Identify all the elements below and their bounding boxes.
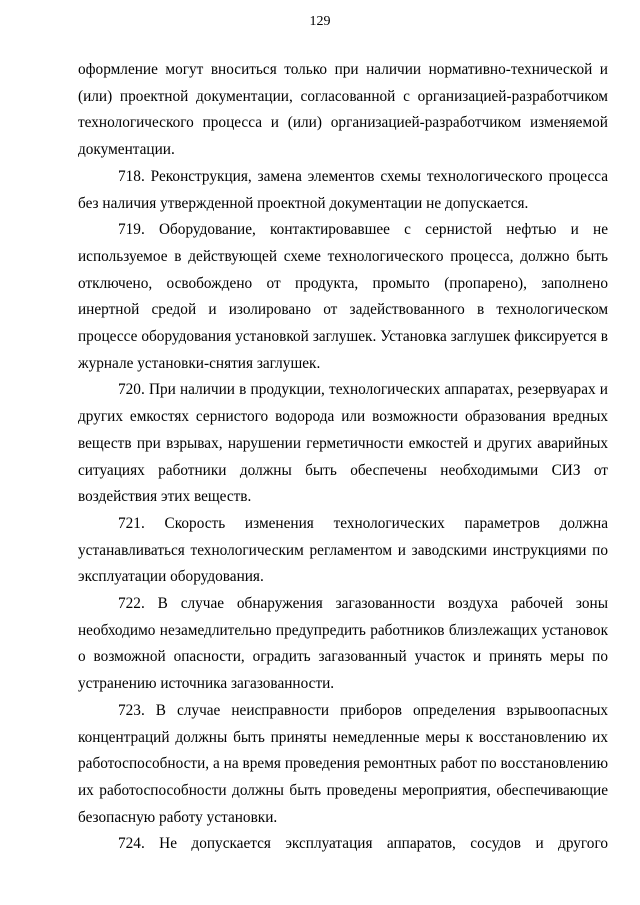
page-number: 129: [309, 14, 331, 29]
paragraph-722: 722. В случае обнаружения загазованности воздуха рабочей зоны необходимо незамедлительно предупредить работников близлежащих установок о возможной опасности, оградить загазованный участок и принять меры по устранению источника загазованности.: [78, 595, 608, 693]
paragraph-719: 719. Оборудование, контактировавшее с сернистой нефтью и не используемое в действующей схеме технологического процесса, должно быть отключено, освобождено от продукта, промыто (пропарено), заполнено инертной средой и изолировано от задействованного в технологическом процессе оборудования установкой заглушек. Установка заглушек фиксируется в журнале установки-снятия заглушек.: [78, 221, 608, 372]
paragraph-718: 718. Реконструкция, замена элементов схемы технологического процесса без наличия утвержденной проектной документации не допускается.: [78, 167, 608, 212]
body-text: [78, 57, 608, 858]
paragraph-724: 724. Не допускается эксплуатация аппаратов, сосудов и другого: [118, 835, 608, 853]
paragraph-continuation: оформление могут вноситься только при наличии нормативно-технической и (или) проектной документации, согласованной с организацией-разработчиком технологического процесса и (или) организацией-разработчиком изменяемой документации.: [78, 61, 608, 159]
paragraph-723: 723. В случае неисправности приборов определения взрывоопасных концентраций должны быть приняты немедленные меры к восстановлению их работоспособности, а на время проведения ремонтных работ по восстановлению их работоспособности должны быть проведены мероприятия, обеспечивающие безопасную работу установки.: [78, 701, 608, 826]
paragraph-721: 721. Скорость изменения технологических параметров должна устанавливаться технологическим регламентом и заводскими инструкциями по эксплуатации оборудования.: [78, 514, 608, 586]
paragraph-720: 720. При наличии в продукции, технологических аппаратах, резервуарах и других емкостях сернистого водорода или возможности образования вредных веществ при взрывах, нарушении герметичности емкостей и других аварийных ситуациях работники должны быть обеспечены необходимыми СИЗ от воздействия этих веществ.: [78, 381, 608, 506]
